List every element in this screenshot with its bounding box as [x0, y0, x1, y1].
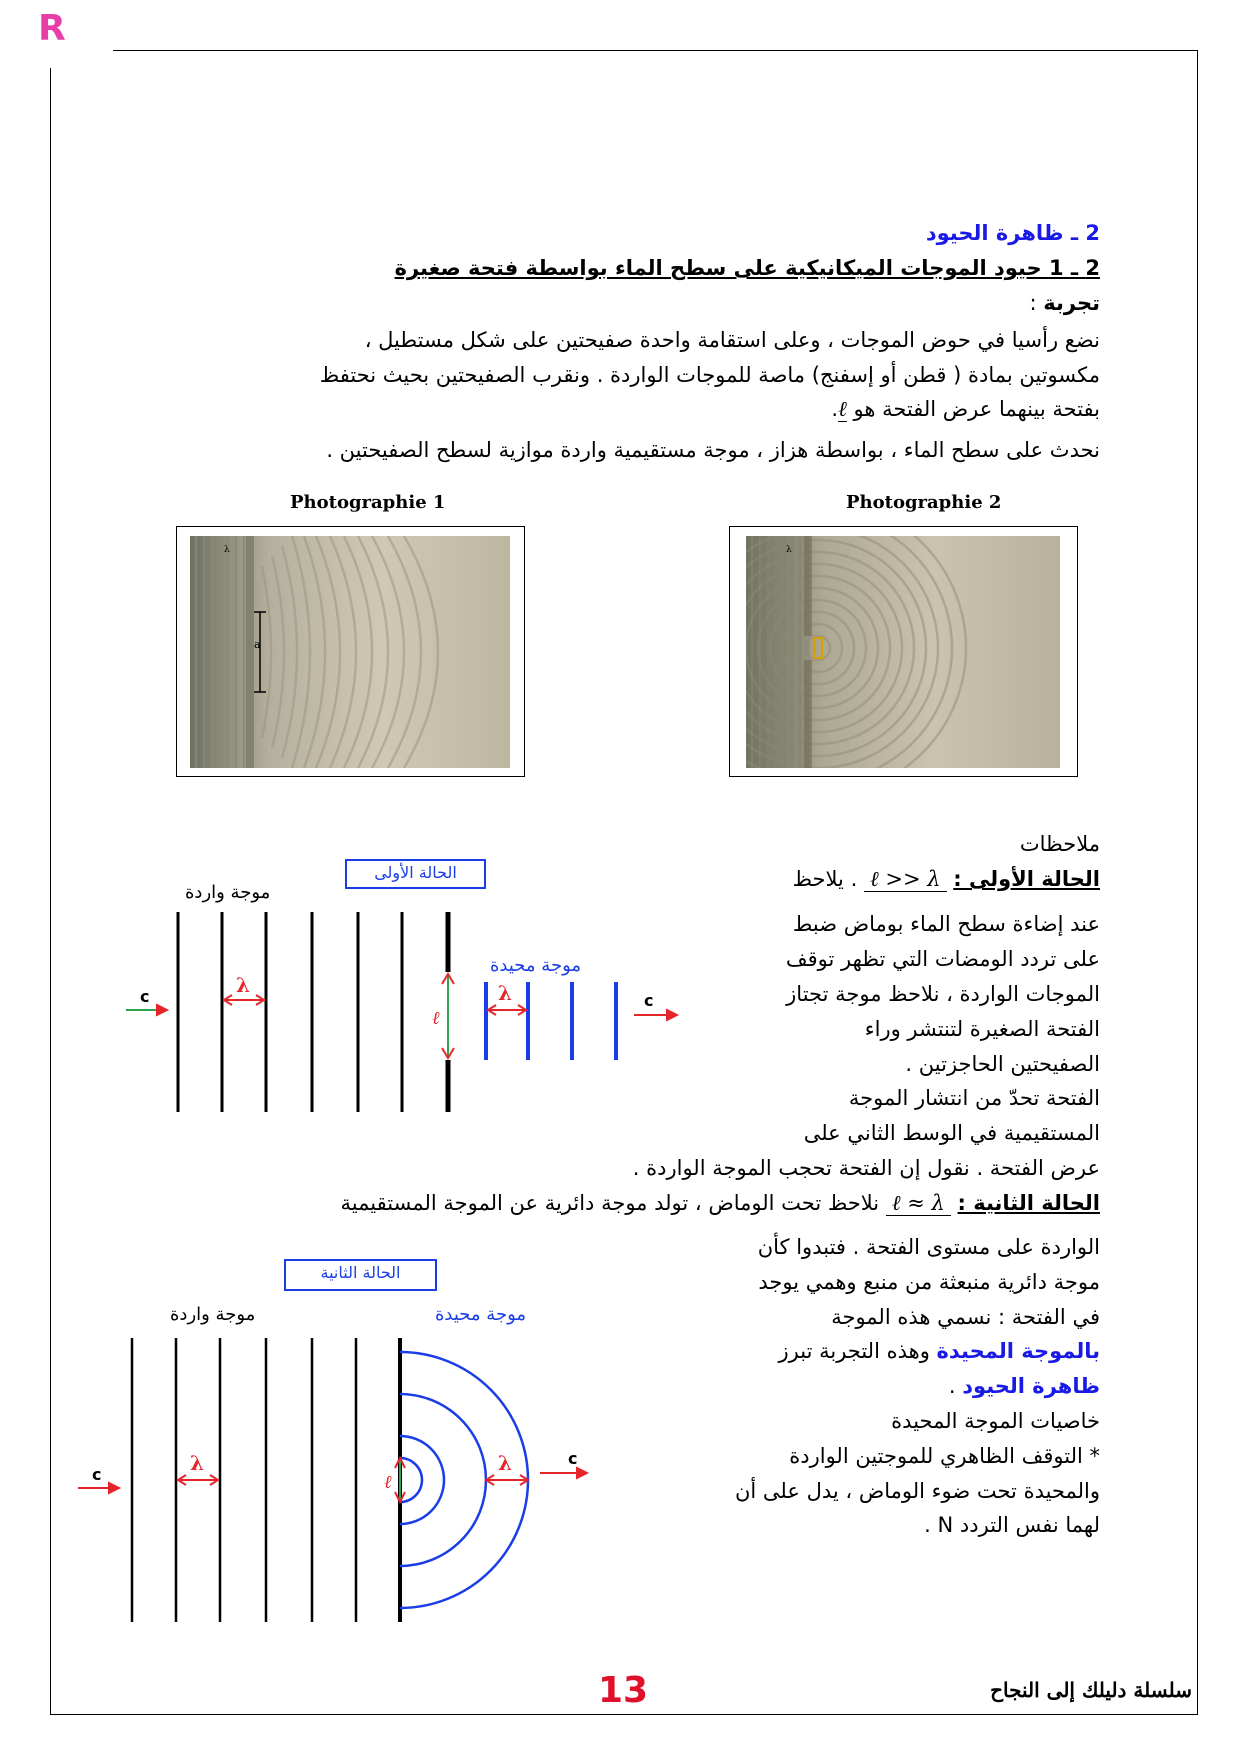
- diagram1-ell-label: ℓ: [432, 1008, 440, 1029]
- diagram2-diffracted-label: موجة محيدة: [435, 1304, 527, 1325]
- photo1-frame: [176, 526, 525, 777]
- series-title: سلسلة دليلك إلى النجاح: [990, 1678, 1192, 1702]
- diagram2-case-label: الحالة الثانية: [284, 1259, 437, 1291]
- paragraph-line-3: [831, 392, 1100, 427]
- propagation-arrow-left-head: [156, 1004, 168, 1016]
- paragraph-line-4: نحدث على سطح الماء ، بواسطة هزاز ، موجة مستقيمية واردة موازية لسطح الصفيحتين .: [326, 438, 1100, 462]
- photo2-title: Photographie 2: [846, 492, 1002, 513]
- page-number: 13: [598, 1670, 649, 1711]
- experiment-label: تجربة: [1043, 291, 1100, 315]
- diagram1-c-left: c: [140, 987, 150, 1006]
- case1-line-2: على تردد الومضات التي تظهر توقف: [785, 947, 1100, 971]
- frame-right-border: [1197, 50, 1198, 1715]
- diagram1-diffracted-label: موجة محيدة: [490, 955, 582, 976]
- case2-heading: [341, 1186, 1100, 1221]
- diagram1-case-label: الحالة الأولى: [345, 859, 486, 889]
- case1-line-6: الفتحة تحدّ من انتشار الموجة: [848, 1086, 1100, 1110]
- properties-line-1: * التوقف الظاهري للموجتين الواردة: [789, 1444, 1100, 1468]
- diagram2-incident-label: موجة واردة: [170, 1304, 256, 1325]
- notes-heading: ملاحظات: [1019, 832, 1100, 856]
- case2-line-4-rest: وهذه التجربة تبرز: [778, 1339, 937, 1363]
- properties-line-2: والمحيدة تحت ضوء الوماض ، يدل على أن: [735, 1479, 1100, 1503]
- photo1-a-label: a: [254, 638, 261, 651]
- photo2-lambda-label: λ: [786, 545, 792, 555]
- logo: R: [38, 8, 66, 49]
- paragraph-line-3-text: بفتحة بينهما عرض الفتحة هو: [853, 397, 1100, 421]
- diagram2-c-right: c: [568, 1449, 578, 1468]
- photo1-lambda-label: λ: [224, 545, 230, 555]
- propagation-arrow-right-head: [666, 1009, 678, 1021]
- experiment-colon: :: [1029, 291, 1044, 315]
- frame-top-border: [113, 50, 1198, 51]
- case1-tail: . يلاحظ: [792, 867, 864, 891]
- case2-label: الحالة الثانية :: [957, 1191, 1100, 1215]
- diagram2-ell-label: ℓ: [384, 1472, 392, 1493]
- photo2-frame: [729, 526, 1078, 777]
- paragraph-line-2: مكسوتين بمادة ( قطن أو إسفنج) ماصة للموجات الواردة . ونقرب الصفيحتين بحيث نحتفظ: [319, 363, 1100, 387]
- case2-line-5-rest: .: [948, 1374, 963, 1398]
- diagram1-lambda-right: λ: [498, 981, 513, 1005]
- properties-line-3: لهما نفس التردد N .: [924, 1513, 1100, 1537]
- diffracted-wave-term: بالموجة المحيدة: [936, 1339, 1100, 1363]
- case2-formula: ℓ ≈ λ: [886, 1191, 951, 1216]
- case1-formula: ℓ >> λ: [864, 867, 947, 892]
- case1-line-1: عند إضاءة سطح الماء بوماض ضبط: [792, 912, 1100, 936]
- paragraph-line-1: نضع رأسيا في حوض الموجات ، وعلى استقامة واحدة صفيحتين على شكل مستطيل ،: [364, 328, 1100, 352]
- case2-line-2: موجة دائرية منبعثة من منبع وهمي يوجد: [758, 1270, 1100, 1294]
- case2-line-5: [949, 1369, 1100, 1404]
- case1-line-3: الموجات الواردة ، نلاحظ موجة تجتاز: [786, 982, 1100, 1006]
- frame-left-border: [50, 68, 51, 1715]
- propagation-arrow-right-head: [576, 1467, 588, 1479]
- case1-heading: [793, 862, 1100, 897]
- case2-line-3: في الفتحة : نسمي هذه الموجة: [831, 1305, 1100, 1329]
- diagram1-lambda-left: λ: [236, 973, 251, 997]
- case2-tail: نلاحظ تحت الوماض ، تولد موجة دائرية عن الموجة المستقيمية: [340, 1191, 886, 1215]
- case2-line-4: [779, 1334, 1100, 1369]
- diagram1-incident-label: موجة واردة: [185, 882, 271, 903]
- diagram2-lambda-left: λ: [190, 1451, 205, 1475]
- experiment-heading: [1030, 286, 1100, 321]
- paragraph-line-3-end: .: [831, 397, 839, 421]
- photo1-image: [190, 536, 510, 768]
- case1-line-8: عرض الفتحة . نقول إن الفتحة تحجب الموجة الواردة .: [632, 1156, 1100, 1180]
- opening-width-symbol: ℓ: [838, 397, 847, 421]
- photo2-image: [746, 536, 1060, 768]
- case1-line-7: المستقيمية في الوسط الثاني على: [803, 1121, 1100, 1145]
- photo1-title: Photographie 1: [290, 492, 446, 513]
- propagation-arrow-left-head: [108, 1482, 120, 1494]
- diagram1-drawing: [120, 900, 700, 1120]
- case1-label: الحالة الأولى :: [953, 867, 1100, 891]
- case1-line-5: الصفيحتين الحاجزتين .: [905, 1052, 1100, 1076]
- section-subtitle: 2 ـ 1 حيود الموجات الميكانيكية على سطح الماء بواسطة فتحة صغيرة: [394, 256, 1100, 280]
- case1-line-4: الفتحة الصغيرة لتنتشر وراء: [864, 1017, 1100, 1041]
- diagram2-lambda-right: λ: [498, 1451, 513, 1475]
- diagram2-c-left: c: [92, 1465, 102, 1484]
- diffraction-phenomenon-term: ظاهرة الحيود: [962, 1374, 1100, 1398]
- diagram1-c-right: c: [644, 991, 654, 1010]
- diagram2-drawing: [70, 1330, 630, 1630]
- case2-line-1: الواردة على مستوى الفتحة . فتبدوا كأن: [757, 1235, 1100, 1259]
- frame-bottom-border: [50, 1714, 1198, 1715]
- properties-heading: خاصيات الموجة المحيدة: [891, 1409, 1100, 1433]
- section-title: 2 ـ ظاهرة الحيود: [925, 221, 1100, 245]
